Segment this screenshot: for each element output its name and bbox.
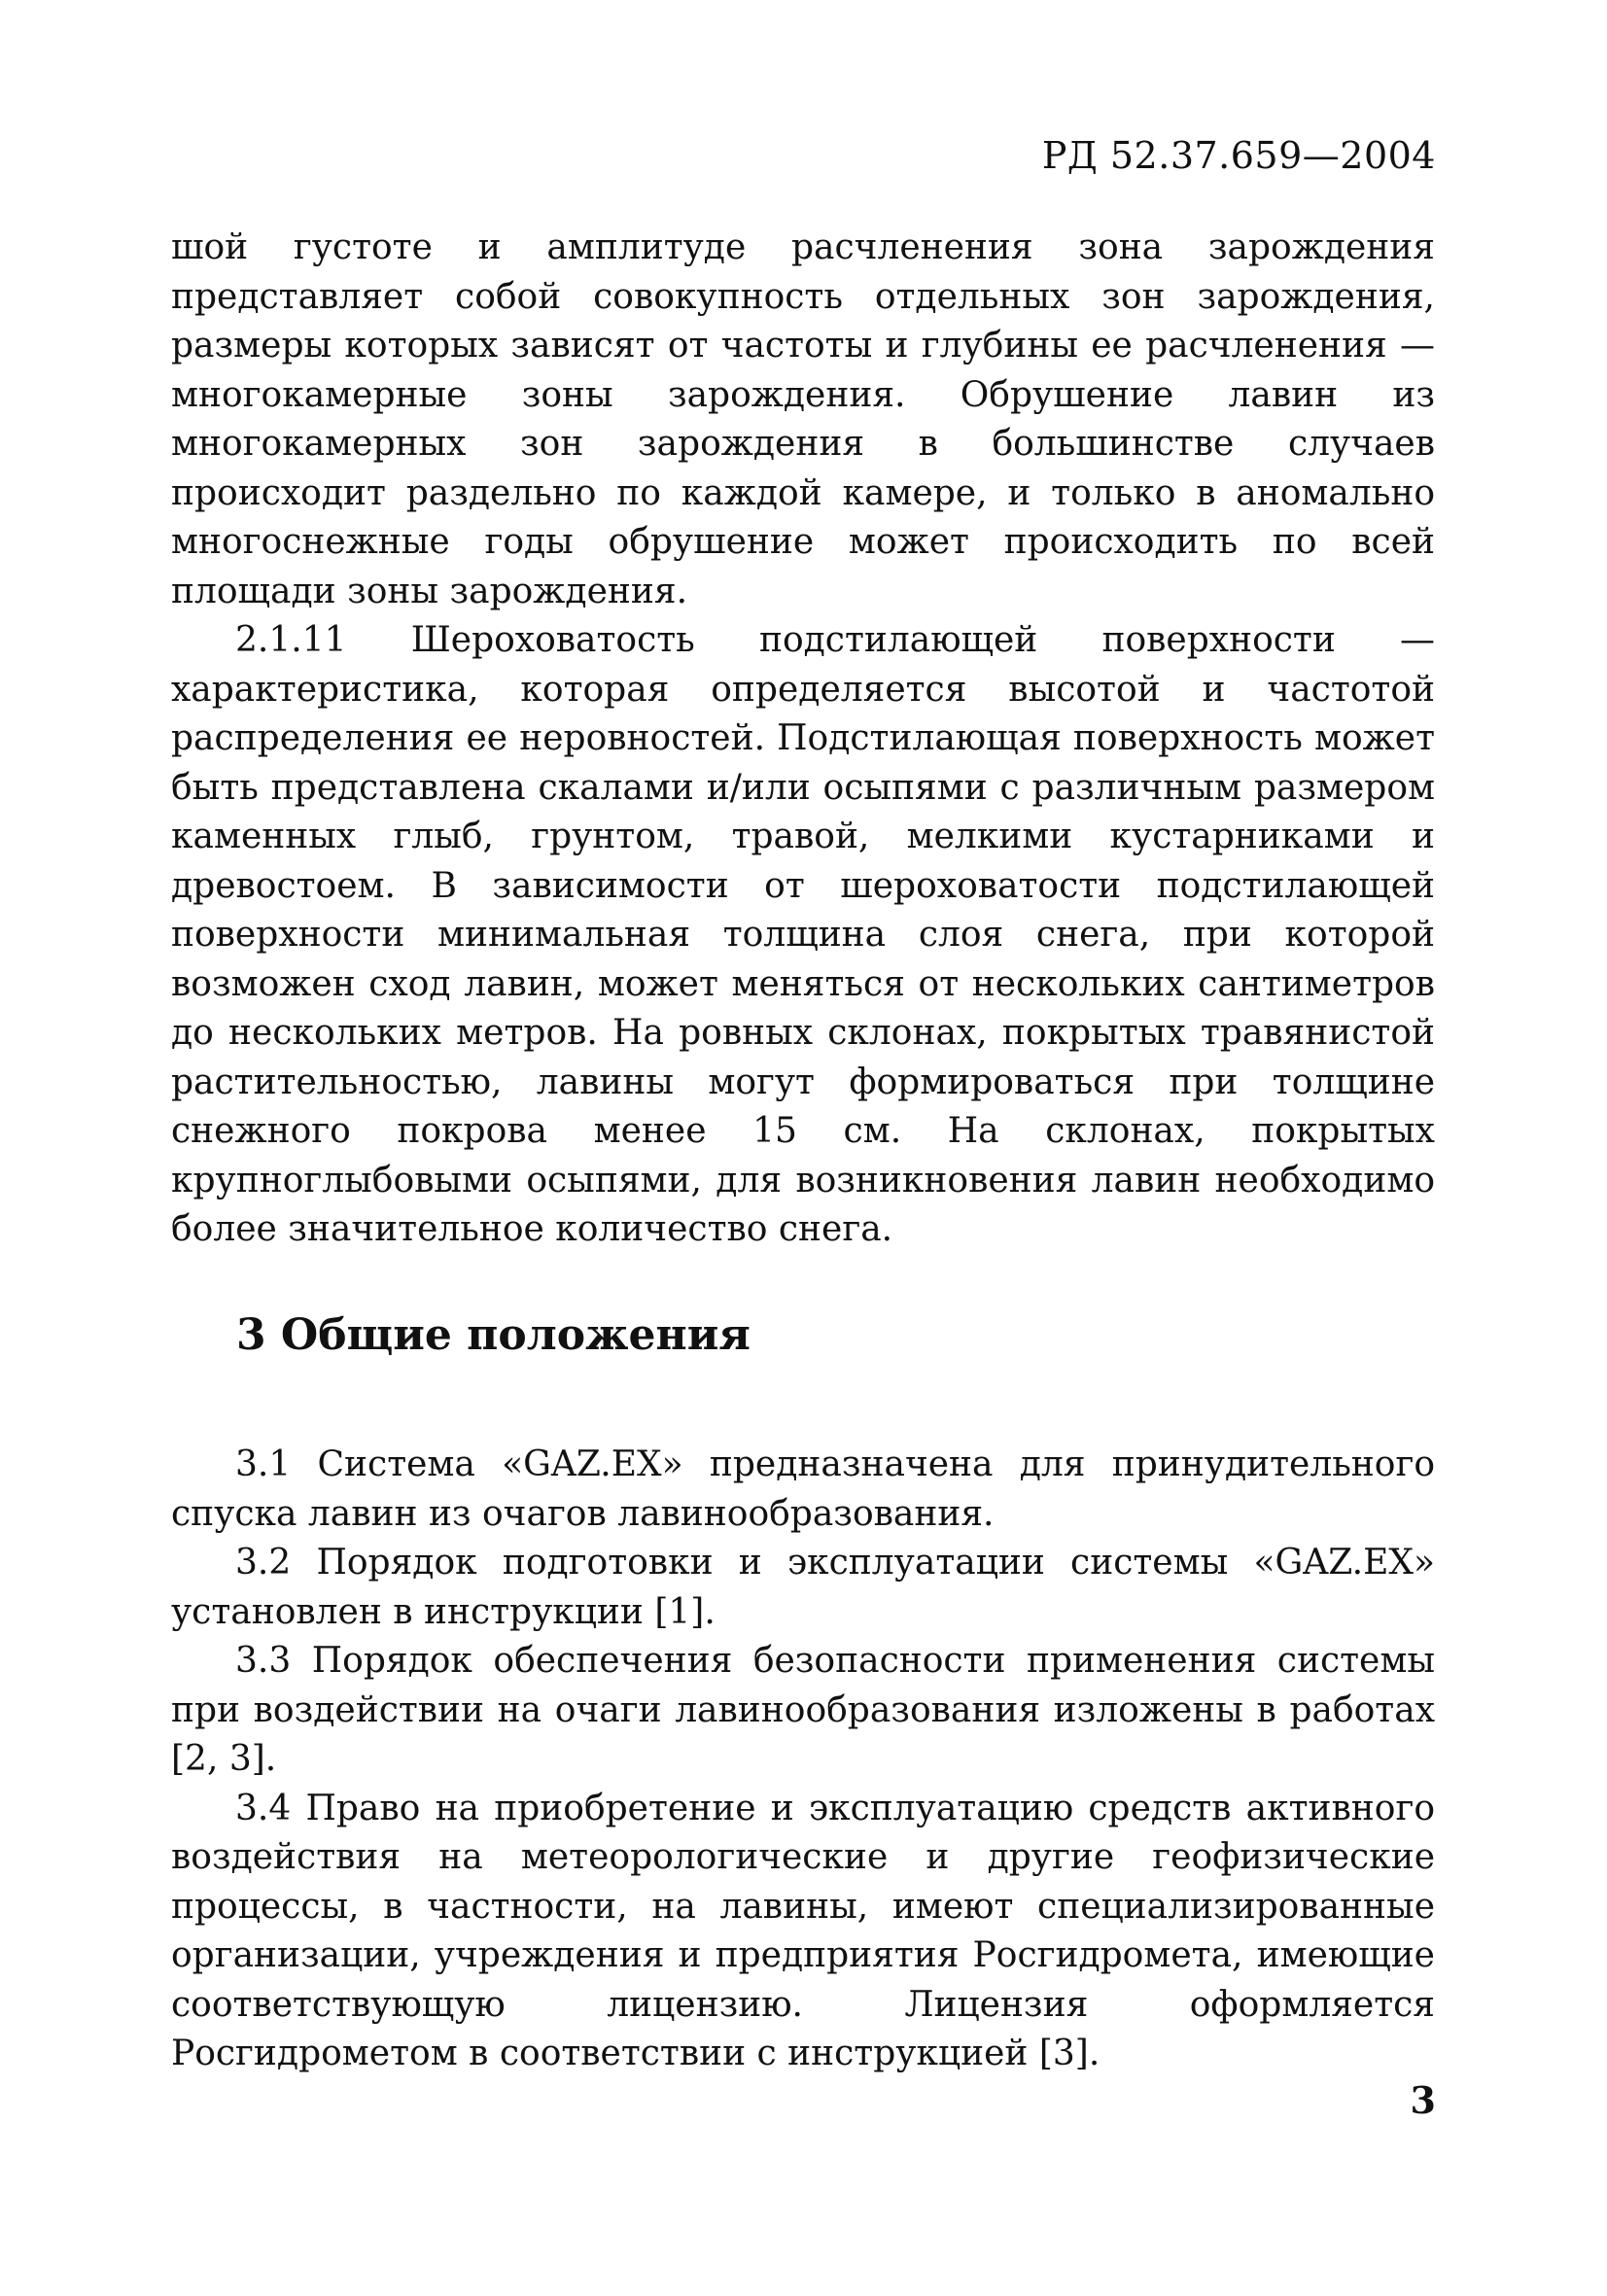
clause-3-3: 3.3 Порядок обеспечения безопасности применения системы при воздействии на очаги лавинообразования изложены в работах [2, 3]. (171, 1641, 1435, 1779)
page-number: 3 (1410, 2078, 1436, 2122)
clause-2-1-11: 2.1.11 Шероховатость подстилающей поверхности — характеристика, которая определяется высотой и частотой распределения ее неровностей. Подстилающая поверхность может быть представлена скалами и/или осыпями с различным размером каменных глыб, грунтом, травой, мелкими кустарниками и древостоем. В зависимости от шероховатости подстилающей поверхности минимальная толщина слоя снега, при которой возможен сход лавин, может меняться от нескольких сантиметров до нескольких метров. На ровных склонах, покрытых травянистой растительностью, лавины могут формироваться при толщине снежного покрова менее 15 см. На склонах, покрытых крупноглыбовыми осыпями, для возникновения лавин необходимо более значительное количество снега. (171, 620, 1435, 1249)
clause-3-2: 3.2 Порядок подготовки и эксплуатации системы «GAZ.EX» установлен в инструкции [1]. (171, 1543, 1435, 1632)
clause-3-1: 3.1 Система «GAZ.EX» предназначена для принудительного спуска лавин из очагов лавинообразования. (171, 1444, 1435, 1534)
section-3-body (171, 1441, 1435, 2079)
section-heading: 3 Общие положения (236, 1310, 751, 1360)
text-block-top (171, 224, 1435, 1255)
document-code: РД 52.37.659—2004 (1041, 134, 1436, 177)
continuation-paragraph: шой густоте и амплитуде расчленения зона зарождения представляет собой совокупность отдельных зон зарождения, размеры которых зависят от частоты и глубины ее расчленения — многокамерные зоны зарождения. Обрушение лавин из многокамерных зон зарождения в большинстве случаев происходит раздельно по каждой камере, и только в аномально многоснежные годы обрушение может происходить по всей площади зоны зарождения. (171, 227, 1435, 611)
clause-3-4: 3.4 Право на приобретение и эксплуатацию средств активного воздействия на метеорологические и другие геофизические процессы, в частности, на лавины, имеют специализированные организации, учреждения и предприятия Росгидромета, имеющие соответствующую лицензию. Лицензия оформляется Росгидрометом в соответствии с инструкцией [3]. (171, 1788, 1435, 2073)
